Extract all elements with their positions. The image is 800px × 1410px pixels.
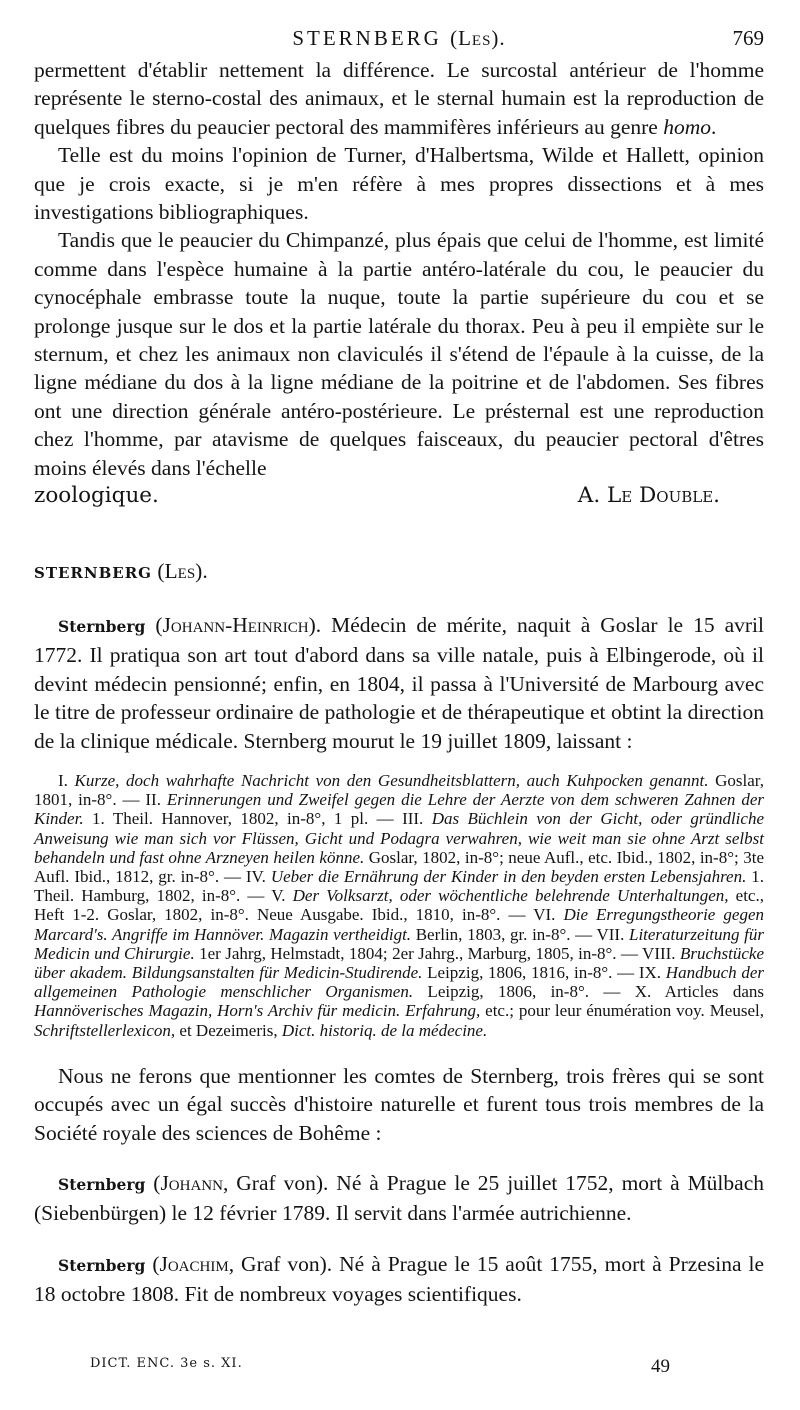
entry-joachim [34,1250,764,1309]
biblio-num: I. [58,770,75,790]
bibliography-block [34,771,764,1040]
biblio-pub: Leipzig, 1806, 1816, in-8°. — IX. [422,962,666,982]
biblio-title: Bruchstücke über akadem. Bildungsanstalten für Medicin-Studirende. [34,943,764,982]
entry-given-name: (Joachim, [152,1251,235,1276]
entry-johann-heinrich [34,611,764,755]
running-title-name: STERNBERG [292,26,442,50]
biblio-title: Schriftstellerlexicon, [34,1020,176,1040]
entry-name: Sternberg [58,1175,146,1194]
biblio-pub: Berlin, 1803, gr. in-8°. — VII. [411,924,629,944]
running-title-suffix: (Les). [450,26,506,50]
entry-name: Sternberg [58,616,146,636]
paragraph-intro-3 [34,226,764,482]
biblio-pub: 1. Theil. Hannover, 1802, in-8°, 1 pl. — III. [83,809,432,829]
biblio-pub: Goslar, 1801, in-8°. — II. [34,770,764,810]
biblio-title: Literaturzeitung für Medicin und Chirurgie. [34,924,764,963]
paragraph-last-word: zoologique. [34,483,159,509]
footer-gathering-number: 49 [651,1356,670,1377]
running-title [34,26,764,51]
biblio-pub: etc., Heft 1-2. Goslar, 1802, in-8°. Neue Ausgabe. Ibid., 1810, in-8°. — VI. [34,886,764,925]
entry-text: Né à Prague le 15 août 1755, mort à Przesina le 18 octobre 1808. Fit de nombreux voyages scientifiques. [34,1251,764,1307]
paragraph-intro-1 [34,56,764,141]
page-body [34,56,764,1309]
entry-text: Né à Prague le 25 juillet 1752, mort à Mülbach (Siebenbürgen) le 12 février 1789. Il servit dans l'armée autrichienne. [34,1171,764,1226]
page-number: 769 [732,26,764,50]
biblio-pub: 1er Jahrg, Helmstadt, 1804; 2er Jahrg., Marburg, 1805, in-8°. — VIII. [194,943,680,963]
running-header [34,26,764,54]
section-title-name: STERNBERG [34,563,152,582]
biblio-title: Handbuch der allgemeinen Pathologie menschlicher Organismen. [34,962,765,1002]
paragraph-text: Tandis que le peaucier du Chimpanzé, plus épais que celui de l'homme, est limité comme dans l'espèce humaine à la partie antéro-latérale du cou, le peaucier du cynocéphale embrasse toute la nuque, toute la partie supérieure du cou et se prolonge jusque sur le dos et la partie latérale du thorax. Peu à peu il empiète sur le sternum, et chez les animaux non claviculés il s'étend de l'épaule à la cuisse, de la ligne médiane du dos à la ligne médiane de la poitrine et de l'abdomen. Ses fibres ont une direction générale antéro-postérieure. Le présternal est une reproduction chez l'homme, par atavisme de quelques faisceaux, du peaucier pectoral d'êtres moins élevés dans l'échelle [34,228,764,480]
entry-title: Graf von). [236,1171,329,1195]
italic-term: homo [663,114,711,139]
paragraph-end: . [710,114,717,139]
author-signature: A. Le Double. [577,483,720,509]
biblio-title: Kurze, doch wahrhafte Nachricht von den Gesundheitsblattern, auch Kuhpocken genannt. [74,770,709,790]
biblio-title: Ueber die Ernährung der Kinder in den beyden ersten Lebensjahren. [270,866,747,886]
biblio-pub: Goslar, 1802, in-8°; neue Aufl., etc. Ibid., 1802, in-8°; 3te Aufl. Ibid., 1812, gr. in-8°. — IV. [34,847,764,886]
entry-johann [34,1169,764,1228]
page-footer [90,1356,670,1382]
biblio-pub: etc.; pour leur énumération voy. Meusel, [480,1001,764,1021]
biblio-title: Die Erregungstheorie gegen Marcard's. Angriffe im Hannöver. Magazin vertheidigt. [34,905,764,944]
biblio-pub: 1. Theil. Hamburg, 1802, in-8°. — V. [34,866,765,906]
biblio-title: Der Volksarzt, oder wöchentliche belehrende Unterhaltungen, [292,886,729,906]
footer-signature-mark: DICT. ENC. 3e s. XI. [90,1356,243,1371]
biblio-title: Das Büchlein von der Gicht, oder gründliche Anweisung wie man sich vor Flüssen, Gicht und Podagra verwahren, wie weit man sie ohne Arzt selbst behandeln und fast ohne Arzneyen heilen könne. [34,809,764,867]
section-title [34,557,764,587]
signature-line [34,482,764,510]
biblio-title: Hannöverisches Magazin, Horn's Archiv für medicin. Erfahrung, [34,1001,481,1021]
section-title-suffix: (Les). [157,558,208,583]
entry-given-name: (Johann-Heinrich). [155,612,322,637]
paragraph-text: permettent d'établir nettement la différence. Le surcostal antérieur de l'homme représente le sterno-costal des animaux, et le sternal humain est la reproduction de quelques fibres du peaucier pectoral des mammifères inférieurs au genre [34,58,764,139]
biblio-title: Erinnerungen und Zweifel gegen die Lehre der Aerzte von dem schweren Zahnen der Kinder. [34,790,764,829]
entry-given-name: (Johann, [153,1171,229,1195]
biblio-pub: et Dezeimeris, [175,1020,282,1040]
paragraph-comtes: Nous ne ferons que mentionner les comtes de Sternberg, trois frères qui se sont occupés avec un égal succès d'histoire naturelle et furent tous trois membres de la Société royale des sciences de Bohême : [34,1063,764,1145]
paragraph-intro-2: Telle est du moins l'opinion de Turner, d'Halbertsma, Wilde et Hallett, opinion que je crois exacte, si je m'en réfère à mes propres dissections et à mes investigations bibliographiques. [34,143,764,225]
entry-text: Médecin de mérite, naquit à Goslar le 15 avril 1772. Il pratiqua son art tout d'abord dans sa ville natale, puis à Elbingerode, où il devint médecin pensionné; enfin, en 1804, il passa à l'Université de Marbourg avec le titre de professeur ordinaire de pathologie et de thérapeutique et obtint la direction de la clinique médicale. Sternberg mourut le 19 juillet 1809, laissant : [34,612,765,753]
biblio-pub: Leipzig, 1806, in-8°. — X. Articles dans [413,982,765,1002]
entry-title: Graf von). [241,1251,333,1276]
biblio-title: Dict. historiq. de la médecine. [281,1020,488,1040]
entry-name: Sternberg [58,1255,146,1275]
